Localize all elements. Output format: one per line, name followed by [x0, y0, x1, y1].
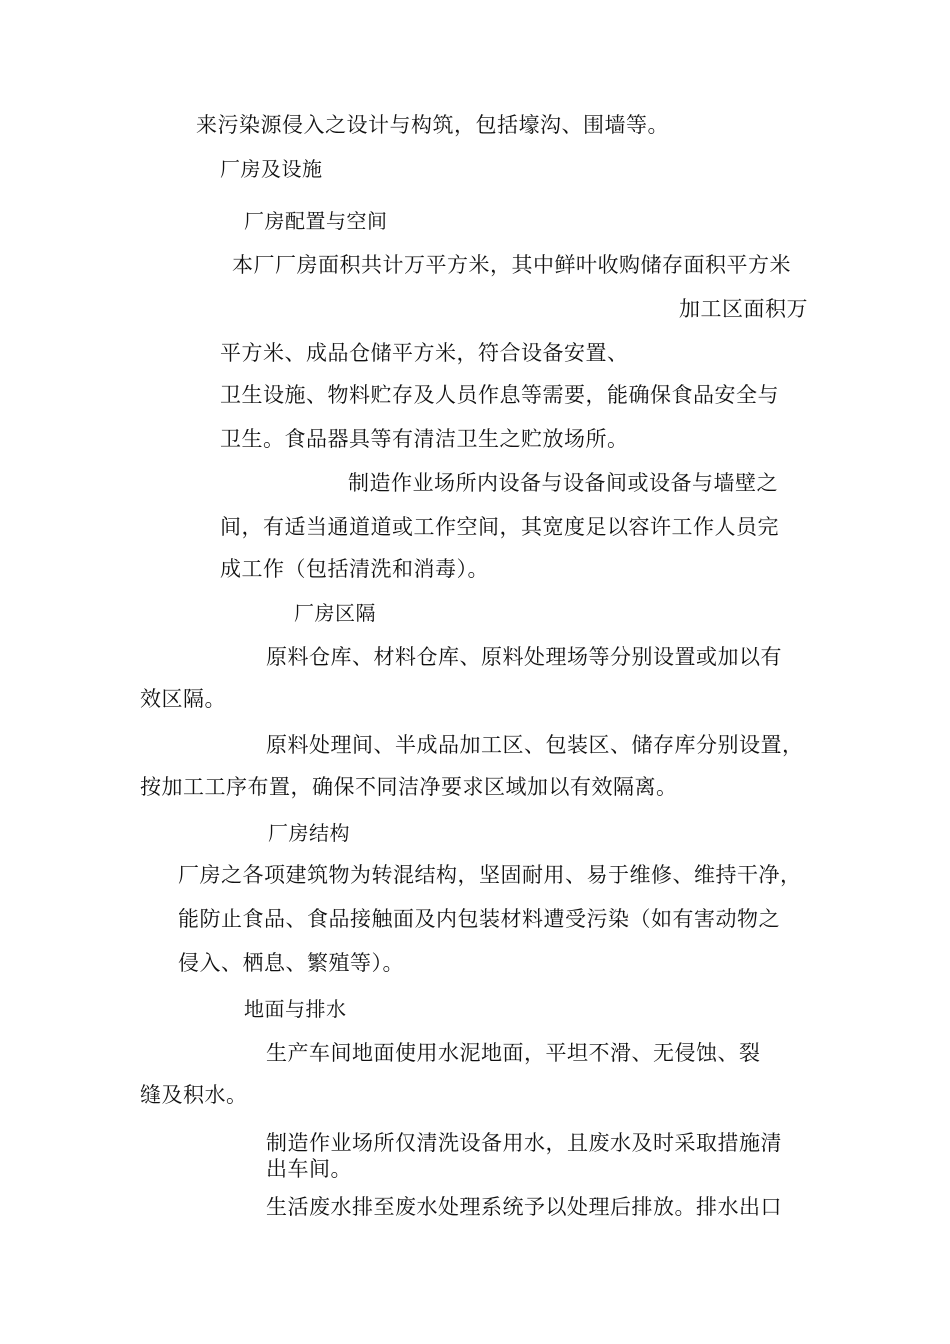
- subsection-heading: 厂房结构: [268, 821, 350, 845]
- subsection-heading: 厂房配置与空间: [244, 209, 388, 233]
- paragraph-line: 卫生设施、物料贮存及人员作息等需要，能确保食品安全与: [220, 383, 779, 407]
- paragraph-line: 平方米、成品仓储平方米，符合设备安置、: [220, 341, 629, 365]
- paragraph-line: 生产车间地面使用水泥地面，平坦不滑、无侵蚀、裂: [266, 1041, 761, 1065]
- subsection-heading: 地面与排水: [244, 997, 347, 1021]
- paragraph-line: 能防止食品、食品接触面及内包装材料遭受污染（如有害动物之: [178, 907, 780, 931]
- subsection-heading: 厂房区隔: [294, 601, 376, 625]
- paragraph-line: 效区隔。: [140, 687, 226, 711]
- paragraph-line: 生活废水排至废水处理系统予以处理后排放。排水出口: [266, 1195, 782, 1219]
- paragraph-line: 原料仓库、材料仓库、原料处理场等分别设置或加以有: [266, 645, 782, 669]
- paragraph-line: 侵入、栖息、繁殖等）。: [178, 951, 404, 975]
- paragraph-line: 制造作业场所内设备与设备间或设备与墙壁之: [348, 471, 778, 495]
- paragraph-line: 成工作（包括清洗和消毒）。: [220, 557, 489, 581]
- paragraph-line: 厂房之各项建筑物为转混结构，坚固耐用、易于维修、维持干净，: [178, 863, 802, 887]
- paragraph-line: 制造作业场所仅清洗设备用水，且废水及时采取措施清: [266, 1131, 782, 1155]
- paragraph-line: 原料处理间、半成品加工区、包装区、储存库分别设置，: [266, 733, 804, 757]
- paragraph-line: 本厂厂房面积共计万平方米，其中鲜叶收购储存面积平方米: [232, 253, 791, 277]
- paragraph-line: 加工区面积万: [679, 297, 808, 321]
- paragraph-line: 间，有适当通道道或工作空间，其宽度足以容许工作人员完: [220, 515, 779, 539]
- section-heading: 厂房及设施: [220, 157, 323, 181]
- paragraph-line: 出车间。: [266, 1157, 352, 1181]
- paragraph-line: 卫生。食品器具等有清洁卫生之贮放场所。: [220, 427, 629, 451]
- paragraph-line: 来污染源侵入之设计与构筑，包括壕沟、围墙等。: [196, 113, 669, 137]
- paragraph-line: 按加工工序布置，确保不同洁净要求区域加以有效隔离。: [140, 775, 678, 799]
- paragraph-line: 缝及积水。: [140, 1083, 248, 1107]
